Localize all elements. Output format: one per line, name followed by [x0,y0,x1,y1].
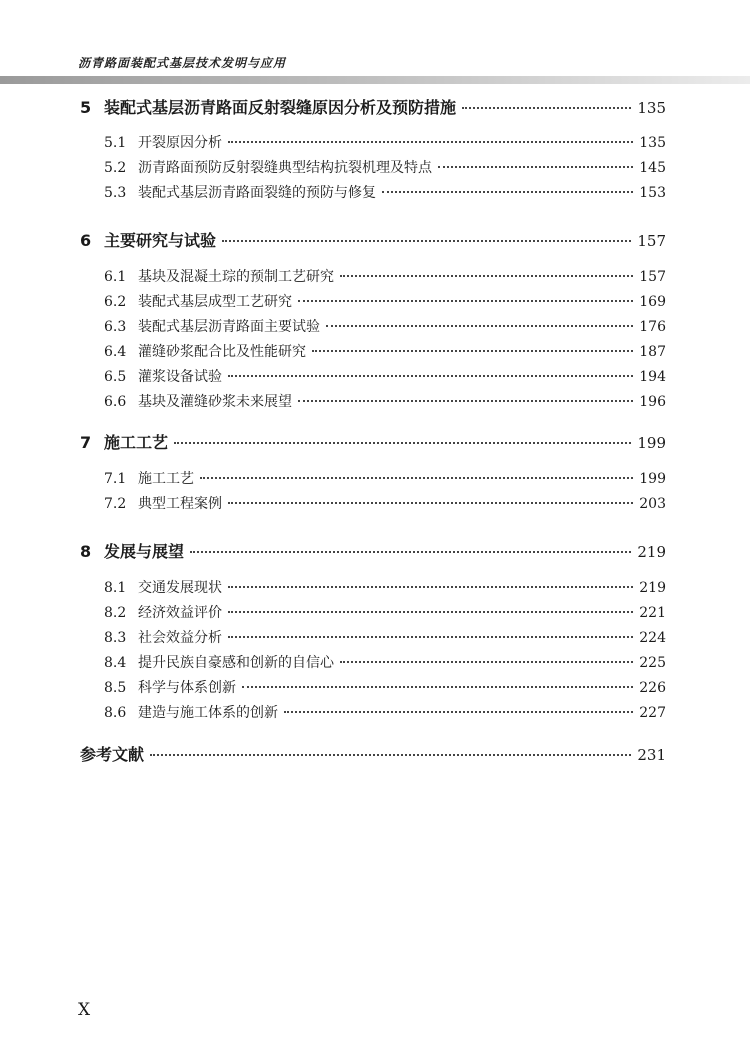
dot-leader [228,611,633,613]
dot-leader [228,141,633,143]
toc-section-entry [104,497,666,511]
toc-page: 153 [639,185,666,201]
toc-title: 经济效益评价 [138,605,222,621]
toc-title: 施工工艺 [104,433,169,452]
toc-section-entry [104,270,666,284]
dot-leader [284,711,633,713]
toc-section-entry [104,681,666,695]
toc-section-entry [104,320,666,334]
toc-number: 8.5 [104,680,127,696]
toc-page: 176 [639,319,666,335]
toc-number: 6.3 [104,319,127,335]
toc-number: 5 [80,98,92,117]
toc-number: 6.4 [104,344,127,360]
toc-title: 科学与体系创新 [138,680,236,696]
dot-leader [174,442,631,444]
toc-page: 225 [639,655,666,671]
toc-number: 8.2 [104,605,127,621]
toc-page: 231 [637,746,666,764]
toc-number: 7 [80,433,92,452]
toc-page: 227 [639,705,666,721]
toc-page: 221 [639,605,666,621]
toc-title: 施工工艺 [138,471,194,487]
toc-title: 沥青路面预防反射裂缝典型结构抗裂机理及特点 [138,160,432,176]
toc-title: 装配式基层沥青路面裂缝的预防与修复 [138,185,376,201]
toc-section-entry [104,161,666,175]
toc-number: 8.6 [104,705,127,721]
toc-page: 219 [639,580,666,596]
toc-page: 203 [639,496,666,512]
toc-page: 187 [639,344,666,360]
toc-number: 6.5 [104,369,127,385]
dot-leader [298,300,633,302]
toc-page: 157 [637,232,666,250]
toc-title: 交通发展现状 [138,580,222,596]
dot-leader [340,661,633,663]
page-number: X [78,1000,91,1020]
toc-page: 219 [637,543,666,561]
toc-chapter-entry [80,435,666,451]
toc-number: 7.1 [104,471,127,487]
toc-section-entry [104,345,666,359]
dot-leader [326,325,633,327]
toc-section-entry [104,656,666,670]
toc-title: 装配式基层沥青路面反射裂缝原因分析及预防措施 [104,98,457,117]
toc-title: 灌缝砂浆配合比及性能研究 [138,344,306,360]
dot-leader [312,350,633,352]
toc-page: 194 [639,369,666,385]
toc-references-entry [80,747,666,763]
toc-page: 224 [639,630,666,646]
dot-leader [190,551,631,553]
dot-leader [228,375,633,377]
toc-title: 发展与展望 [104,542,185,561]
toc-page: 199 [637,434,666,452]
toc-section-entry [104,472,666,486]
dot-leader [228,502,633,504]
toc-number: 8 [80,542,92,561]
toc-page: 145 [639,160,666,176]
toc-number: 8.1 [104,580,127,596]
toc-title: 社会效益分析 [138,630,222,646]
toc-section-entry [104,395,666,409]
dot-leader [228,586,633,588]
dot-leader [462,107,631,109]
toc-section-entry [104,606,666,620]
toc-title: 提升民族自豪感和创新的自信心 [138,655,334,671]
toc-page: 196 [639,394,666,410]
dot-leader [438,166,633,168]
toc-title: 主要研究与试验 [104,231,217,250]
toc-title: 基块及灌缝砂浆未来展望 [138,394,292,410]
toc-page: 169 [639,294,666,310]
toc-number: 6.1 [104,269,127,285]
dot-leader [340,275,633,277]
toc-page: 135 [639,135,666,151]
toc-chapter-entry [80,233,666,249]
toc-title: 典型工程案例 [138,496,222,512]
toc-section-entry [104,370,666,384]
toc-number: 5.1 [104,135,127,151]
toc-number: 6.2 [104,294,127,310]
toc-section-entry [104,136,666,150]
toc-chapter-entry [80,100,666,116]
toc-number: 6 [80,231,92,250]
dot-leader [228,636,633,638]
header-rule [0,76,750,84]
dot-leader [298,400,633,402]
toc-number: 5.3 [104,185,127,201]
toc-section-entry [104,706,666,720]
toc-page: 157 [639,269,666,285]
toc-number: 6.6 [104,394,127,410]
toc-section-entry [104,295,666,309]
toc-title: 装配式基层成型工艺研究 [138,294,292,310]
dot-leader [382,191,633,193]
toc-title: 参考文献 [80,745,145,764]
toc-chapter-entry [80,544,666,560]
toc-title: 装配式基层沥青路面主要试验 [138,319,320,335]
toc-page: 199 [639,471,666,487]
running-header: 沥青路面装配式基层技术发明与应用 [78,56,287,70]
toc-title: 建造与施工体系的创新 [138,705,278,721]
toc-page: 135 [637,99,666,117]
toc-number: 7.2 [104,496,127,512]
dot-leader [150,754,631,756]
toc-section-entry [104,186,666,200]
toc-title: 灌浆设备试验 [138,369,222,385]
toc-number: 8.3 [104,630,127,646]
dot-leader [242,686,633,688]
toc-title: 开裂原因分析 [138,135,222,151]
toc-section-entry [104,581,666,595]
toc-number: 5.2 [104,160,127,176]
dot-leader [200,477,633,479]
toc-section-entry [104,631,666,645]
toc-title: 基块及混凝土琮的预制工艺研究 [138,269,334,285]
toc-page: 226 [639,680,666,696]
dot-leader [222,240,631,242]
toc-number: 8.4 [104,655,127,671]
